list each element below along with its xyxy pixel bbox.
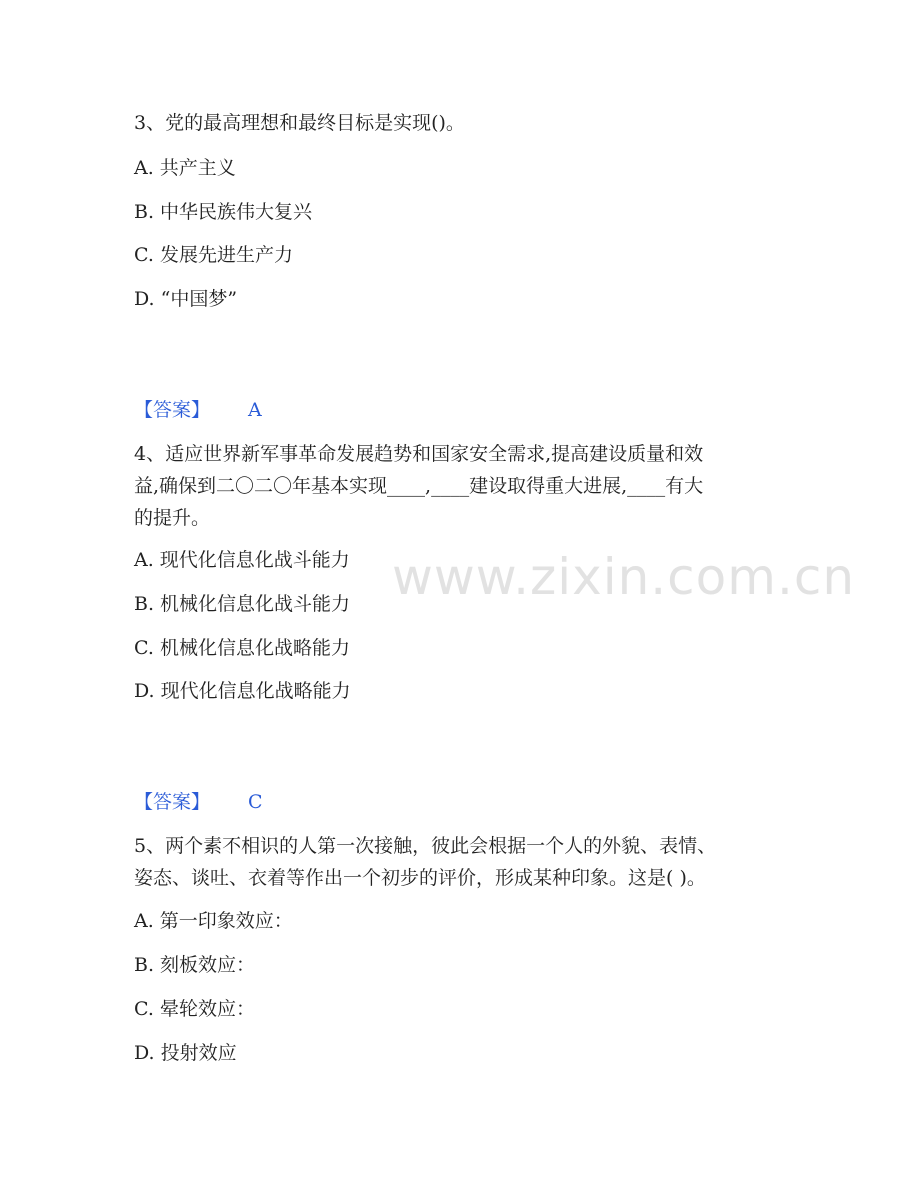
question-4-option-c: C. 机械化信息化战略能力 bbox=[134, 637, 350, 659]
question-4-option-a: A. 现代化信息化战斗能力 bbox=[134, 549, 350, 571]
question-3-option-b: B. 中华民族伟大复兴 bbox=[134, 201, 313, 223]
answer-value: C bbox=[248, 791, 263, 813]
answer-tag: 【答案】 bbox=[134, 791, 211, 813]
watermark: www.zixin.com.cn bbox=[392, 548, 856, 606]
answer-value: A bbox=[248, 399, 262, 421]
question-4-stem-line-2: 益,确保到二〇二〇年基本实现____,____建设取得重大进展,____有大 bbox=[134, 475, 704, 497]
question-5-option-d: D. 投射效应 bbox=[134, 1042, 237, 1064]
question-5-option-b: B. 刻板效应： bbox=[134, 954, 256, 976]
question-5-option-c: C. 晕轮效应： bbox=[134, 998, 255, 1020]
question-4-stem-line-1: 4、适应世界新军事革命发展趋势和国家安全需求,提高建设质量和效 bbox=[134, 443, 704, 465]
question-3-answer bbox=[134, 394, 262, 426]
question-4-option-d: D. 现代化信息化战略能力 bbox=[134, 680, 351, 702]
answer-tag: 【答案】 bbox=[134, 399, 211, 421]
question-3-option-a: A. 共产主义 bbox=[134, 157, 236, 179]
question-5-option-a: A. 第一印象效应： bbox=[134, 910, 293, 932]
question-4-answer bbox=[134, 786, 263, 818]
question-3-stem: 3、党的最高理想和最终目标是实现()。 bbox=[134, 112, 465, 134]
question-5-stem-line-2: 姿态、谈吐、衣着等作出一个初步的评价，形成某种印象。这是( )。 bbox=[134, 867, 706, 889]
question-4-option-b: B. 机械化信息化战斗能力 bbox=[134, 593, 351, 615]
question-4-stem-line-3: 的提升。 bbox=[134, 507, 211, 529]
question-5-stem-line-1: 5、两个素不相识的人第一次接触，彼此会根据一个人的外貌、表情、 bbox=[134, 835, 717, 857]
question-3-option-c: C. 发展先进生产力 bbox=[134, 244, 293, 266]
question-3-option-d: D. “中国梦” bbox=[134, 288, 238, 310]
